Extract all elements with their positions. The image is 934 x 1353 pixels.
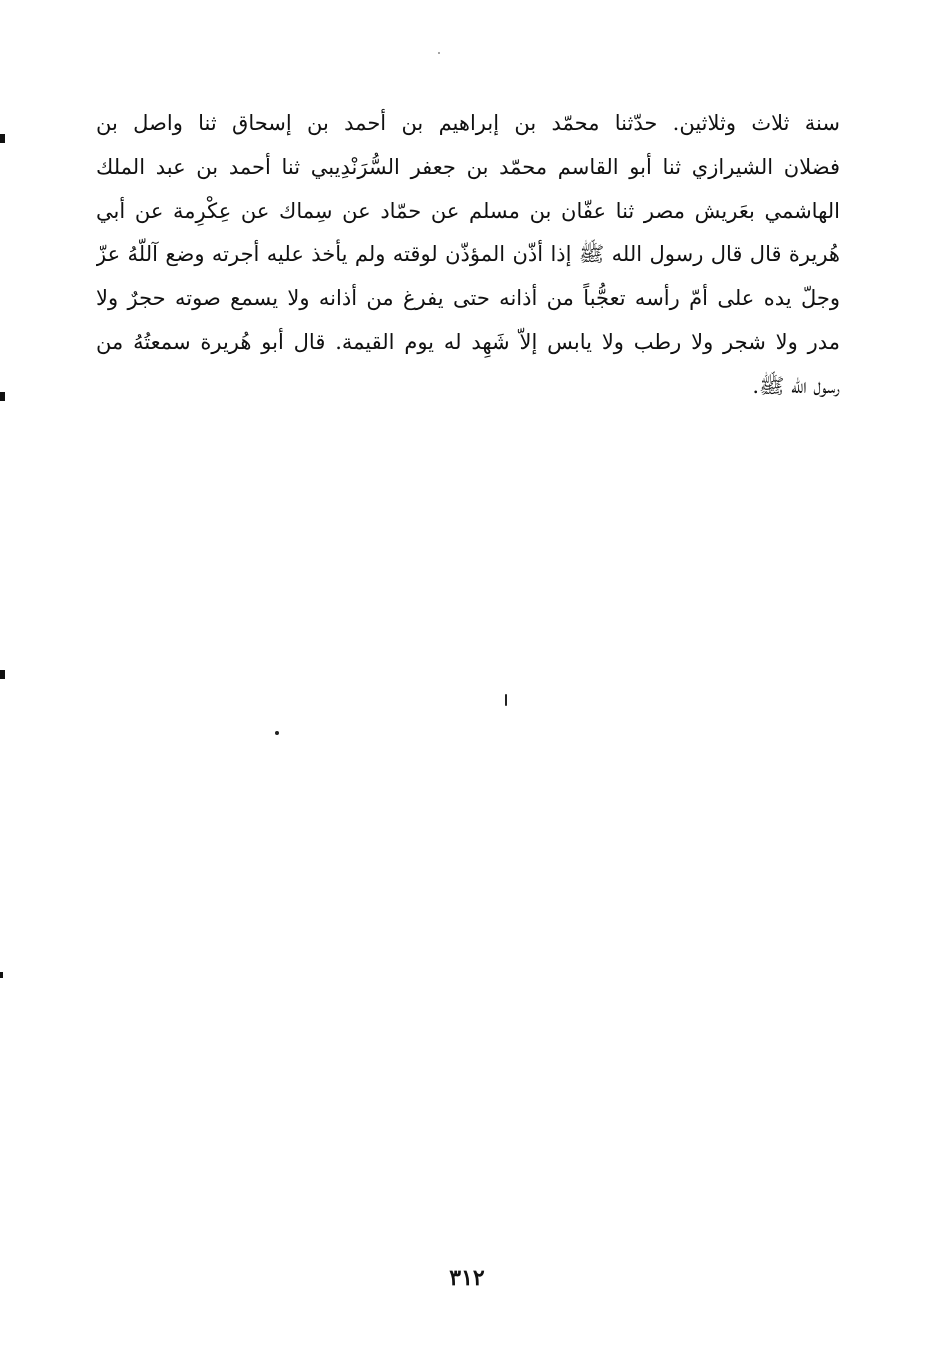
text-line-2: فضلان الشيرازي ثنا أبو القاسم محمّد بن جعفر السُّرَنْدِيبي ثنا أحمد بن عبد الملك xyxy=(96,154,840,179)
text-line-1: سنة ثلاث وثلاثين. حدّثنا محمّد بن إبراهيم بن أحمد بن إسحاق ثنا واصل بن xyxy=(96,111,840,135)
text-line-7: رسول الله ﷺ. xyxy=(752,373,840,398)
text-line-4: هُريرة قال قال رسول الله ﷺ إذا أذّن المؤذّن لوقته ولم يأخذ عليه أجرته وضع آللّهُ عزّ xyxy=(96,242,840,267)
scan-speck xyxy=(505,694,507,706)
scan-edge-mark xyxy=(0,392,5,401)
text-line-6: مدر ولا شجر ولا رطب ولا يابس إلاّ شَهِد له يوم القيمة. قال أبو هُريرة سمعتُهُ من xyxy=(96,329,840,354)
page-number: ٣١٢ xyxy=(449,1265,485,1291)
scan-edge-mark xyxy=(0,670,5,679)
hadith-text-block xyxy=(96,102,840,409)
text-line-3: الهاشمي بعَريش مصر ثنا عفّان بن مسلم عن حمّاد عن سِماك عن عِكْرِمة عن أبي xyxy=(96,198,840,223)
scan-edge-mark xyxy=(0,134,5,143)
scan-speck xyxy=(275,731,279,735)
scan-speck xyxy=(438,52,440,54)
scan-edge-mark xyxy=(0,972,3,978)
text-line-5: وجلّ يده على أمّ رأسه تعجُّباً من أذانه حتى يفرغ من أذانه ولا يسمع صوته حجرٌ ولا xyxy=(96,286,840,311)
